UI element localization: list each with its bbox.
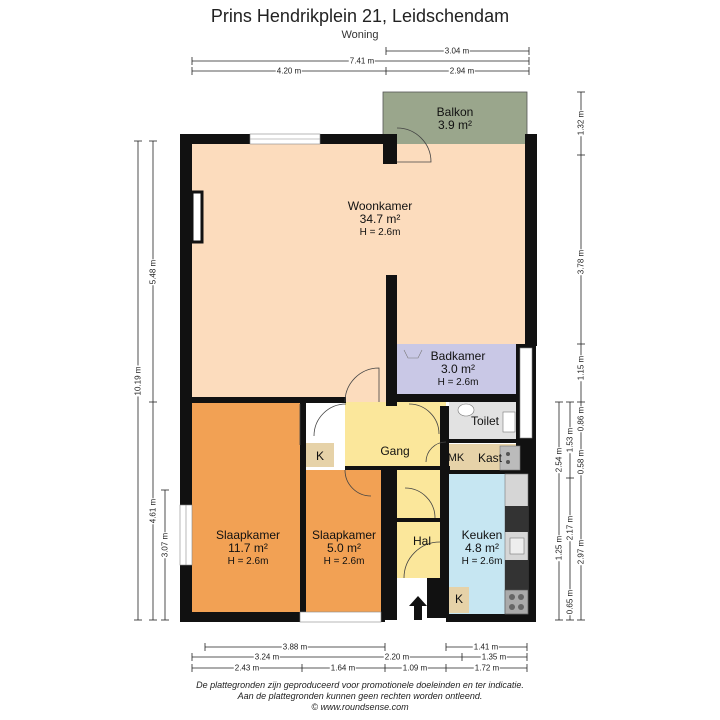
footer-disclaimer-1: De plattegronden zijn geproduceerd voor promotionele doeleinden en ter indicatie.	[196, 680, 524, 690]
room-woonkamer	[330, 200, 430, 239]
dim-bottom-1.41: 1.41 m	[473, 642, 499, 652]
page-subtitle: Woning	[341, 29, 379, 41]
room-badkamer	[418, 350, 498, 389]
page-title: Prins Hendrikplein 21, Leidschendam	[210, 6, 510, 26]
dim-bottom-1.35: 1.35 m	[481, 652, 507, 662]
dim-right-1.15: 1.15 m	[576, 355, 586, 381]
dim-left-5.48: 5.48 m	[148, 259, 158, 285]
room-woonkamer-area: 34.7 m²	[359, 212, 401, 226]
footer-disclaimer-2: Aan de plattegronden kunnen geen rechten worden ontleend.	[237, 691, 483, 701]
dim-top-2.94: 2.94 m	[449, 66, 475, 76]
room-slaapkamer-1-name: Slaapkamer	[215, 528, 281, 542]
room-slaapkamer-2-area: 5.0 m²	[326, 541, 361, 555]
dim-top-3.04: 3.04 m	[444, 46, 470, 56]
dim-right-0.86: 0.86 m	[576, 406, 586, 432]
dim-right-1.32: 1.32 m	[576, 110, 586, 136]
room-balkon-area: 3.9 m²	[437, 118, 472, 132]
room-slaapkamer-2	[305, 529, 383, 568]
dim-left-3.07: 3.07 m	[160, 532, 170, 558]
dim-bottom-3.88: 3.88 m	[282, 642, 308, 652]
room-toilet: Toilet	[470, 414, 499, 428]
hal-fill	[397, 470, 446, 578]
room-slaapkamer-1-height: H = 2.6m	[227, 556, 269, 567]
dim-right-3.78: 3.78 m	[576, 249, 586, 275]
gang-fill	[345, 402, 446, 470]
dim-right-2.17: 2.17 m	[565, 515, 575, 541]
dim-top-7.41: 7.41 m	[349, 56, 375, 66]
dim-right-0.65: 0.65 m	[565, 589, 575, 615]
dim-bottom-2.43: 2.43 m	[234, 663, 260, 673]
footer-copyright: © www.roundsense.com	[311, 702, 409, 712]
room-woonkamer-name: Woonkamer	[347, 199, 413, 213]
room-keuken-name: Keuken	[461, 528, 503, 542]
room-kast: Kast	[477, 451, 502, 465]
room-hal: Hal	[412, 534, 431, 548]
room-k2: K	[454, 592, 463, 606]
dim-bottom-3.24: 3.24 m	[254, 652, 280, 662]
entrance-arrow	[409, 596, 427, 620]
room-keuken-area: 4.8 m²	[464, 541, 499, 555]
room-balkon	[420, 106, 490, 132]
dim-right-2.54: 2.54 m	[554, 447, 564, 473]
slaapkamer1-fill	[190, 402, 305, 616]
dim-top-4.20: 4.20 m	[276, 66, 302, 76]
room-woonkamer-height: H = 2.6m	[359, 227, 401, 238]
dim-right-0.58: 0.58 m	[576, 449, 586, 475]
dim-left-4.61: 4.61 m	[148, 498, 158, 524]
room-keuken-height: H = 2.6m	[461, 556, 503, 567]
room-badkamer-area: 3.0 m²	[440, 362, 475, 376]
room-k1: K	[315, 449, 324, 463]
room-slaapkamer-2-name: Slaapkamer	[311, 528, 377, 542]
dim-bottom-2.20: 2.20 m	[384, 652, 410, 662]
room-balkon-name: Balkon	[436, 105, 474, 119]
room-slaapkamer-1	[200, 529, 296, 568]
dim-left-10.19: 10.19 m	[133, 366, 143, 396]
room-badkamer-height: H = 2.6m	[437, 377, 479, 388]
dim-right-1.25: 1.25 m	[554, 535, 564, 561]
dim-bottom-1.64: 1.64 m	[330, 663, 356, 673]
room-slaapkamer-2-height: H = 2.6m	[323, 556, 365, 567]
dim-bottom-1.72: 1.72 m	[474, 663, 500, 673]
dim-bottom-1.09: 1.09 m	[402, 663, 428, 673]
room-badkamer-name: Badkamer	[430, 349, 486, 363]
room-mk: MK	[447, 452, 465, 464]
room-keuken	[452, 529, 512, 568]
dim-right-1.53: 1.53 m	[565, 427, 575, 453]
room-slaapkamer-1-area: 11.7 m²	[228, 541, 268, 555]
dim-right-2.97: 2.97 m	[576, 539, 586, 565]
room-gang: Gang	[380, 444, 410, 458]
